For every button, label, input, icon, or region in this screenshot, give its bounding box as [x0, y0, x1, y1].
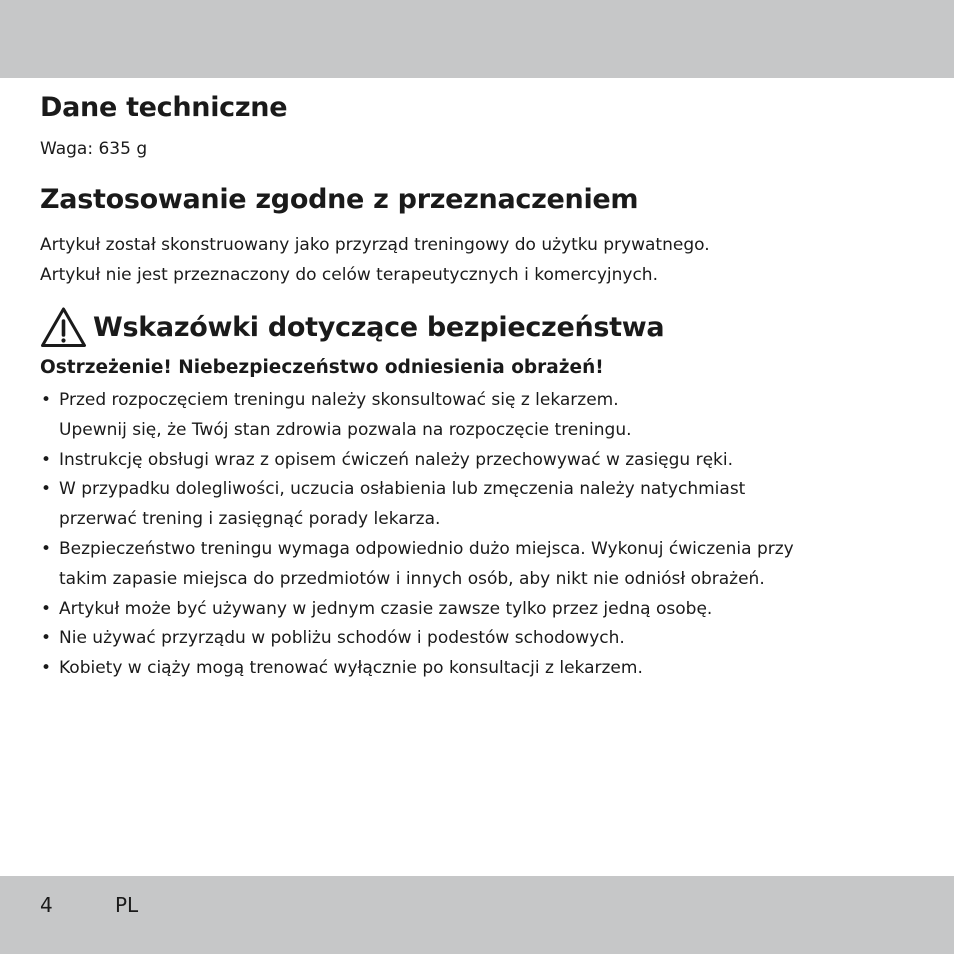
- bullet: •: [41, 449, 52, 470]
- bullet: •: [41, 390, 52, 410]
- bullet: •: [41, 628, 52, 649]
- intended-use-text: [40, 231, 710, 290]
- list-item: • Przed rozpoczęciem treningu należy skonsultować się z lekarzem. Upewnij się, że Twój stan zdrowia pozwala na rozpoczęcie treningu.: [40, 386, 920, 446]
- safety-heading-text: Wskazówki dotyczące bezpieczeństwa: [93, 311, 665, 343]
- footer-bar: [0, 876, 954, 954]
- bullet: •: [41, 479, 52, 500]
- bullet: •: [41, 538, 52, 559]
- language-code: PL: [115, 893, 139, 917]
- injury-warning: Ostrzeżenie! Niebezpieczeństwo odniesienia obrażeń!: [40, 357, 604, 378]
- list-item: • Instrukcję obsługi wraz z opisem ćwiczeń należy przechowywać w zasięgu ręki.: [40, 446, 920, 476]
- intended-use-line: Artykuł nie jest przeznaczony do celów terapeutycznych i komercyjnych.: [40, 264, 658, 285]
- warning-triangle-icon: [40, 306, 87, 348]
- bullet: •: [41, 598, 52, 619]
- technical-data-heading: Dane techniczne: [40, 92, 288, 123]
- weight-text: Waga: 635 g: [40, 139, 148, 159]
- list-item: • Kobiety w ciąży mogą trenować wyłącznie po konsultacji z lekarzem.: [40, 654, 920, 684]
- safety-heading: [40, 306, 664, 348]
- safety-list: [40, 386, 920, 684]
- list-item: • Artykuł może być używany w jednym czasie zawsze tylko przez jedną osobę.: [40, 595, 920, 625]
- header-bar: [0, 0, 954, 78]
- page-number: 4: [40, 893, 53, 917]
- intended-use-line: Artykuł został skonstruowany jako przyrząd treningowy do użytku prywatnego.: [40, 235, 710, 255]
- list-item: • Bezpieczeństwo treningu wymaga odpowiednio dużo miejsca. Wykonuj ćwiczenia przy takim zapasie miejsca do przedmiotów i innych osób, aby nikt nie odniósł obrażeń.: [40, 535, 920, 595]
- bullet: •: [41, 658, 52, 679]
- list-item: • W przypadku dolegliwości, uczucia osłabienia lub zmęczenia należy natychmiast przerwać trening i zasięgnąć porady lekarza.: [40, 475, 920, 535]
- intended-use-heading: Zastosowanie zgodne z przeznaczeniem: [40, 184, 639, 215]
- list-item: • Nie używać przyrządu w pobliżu schodów i podestów schodowych.: [40, 624, 920, 654]
